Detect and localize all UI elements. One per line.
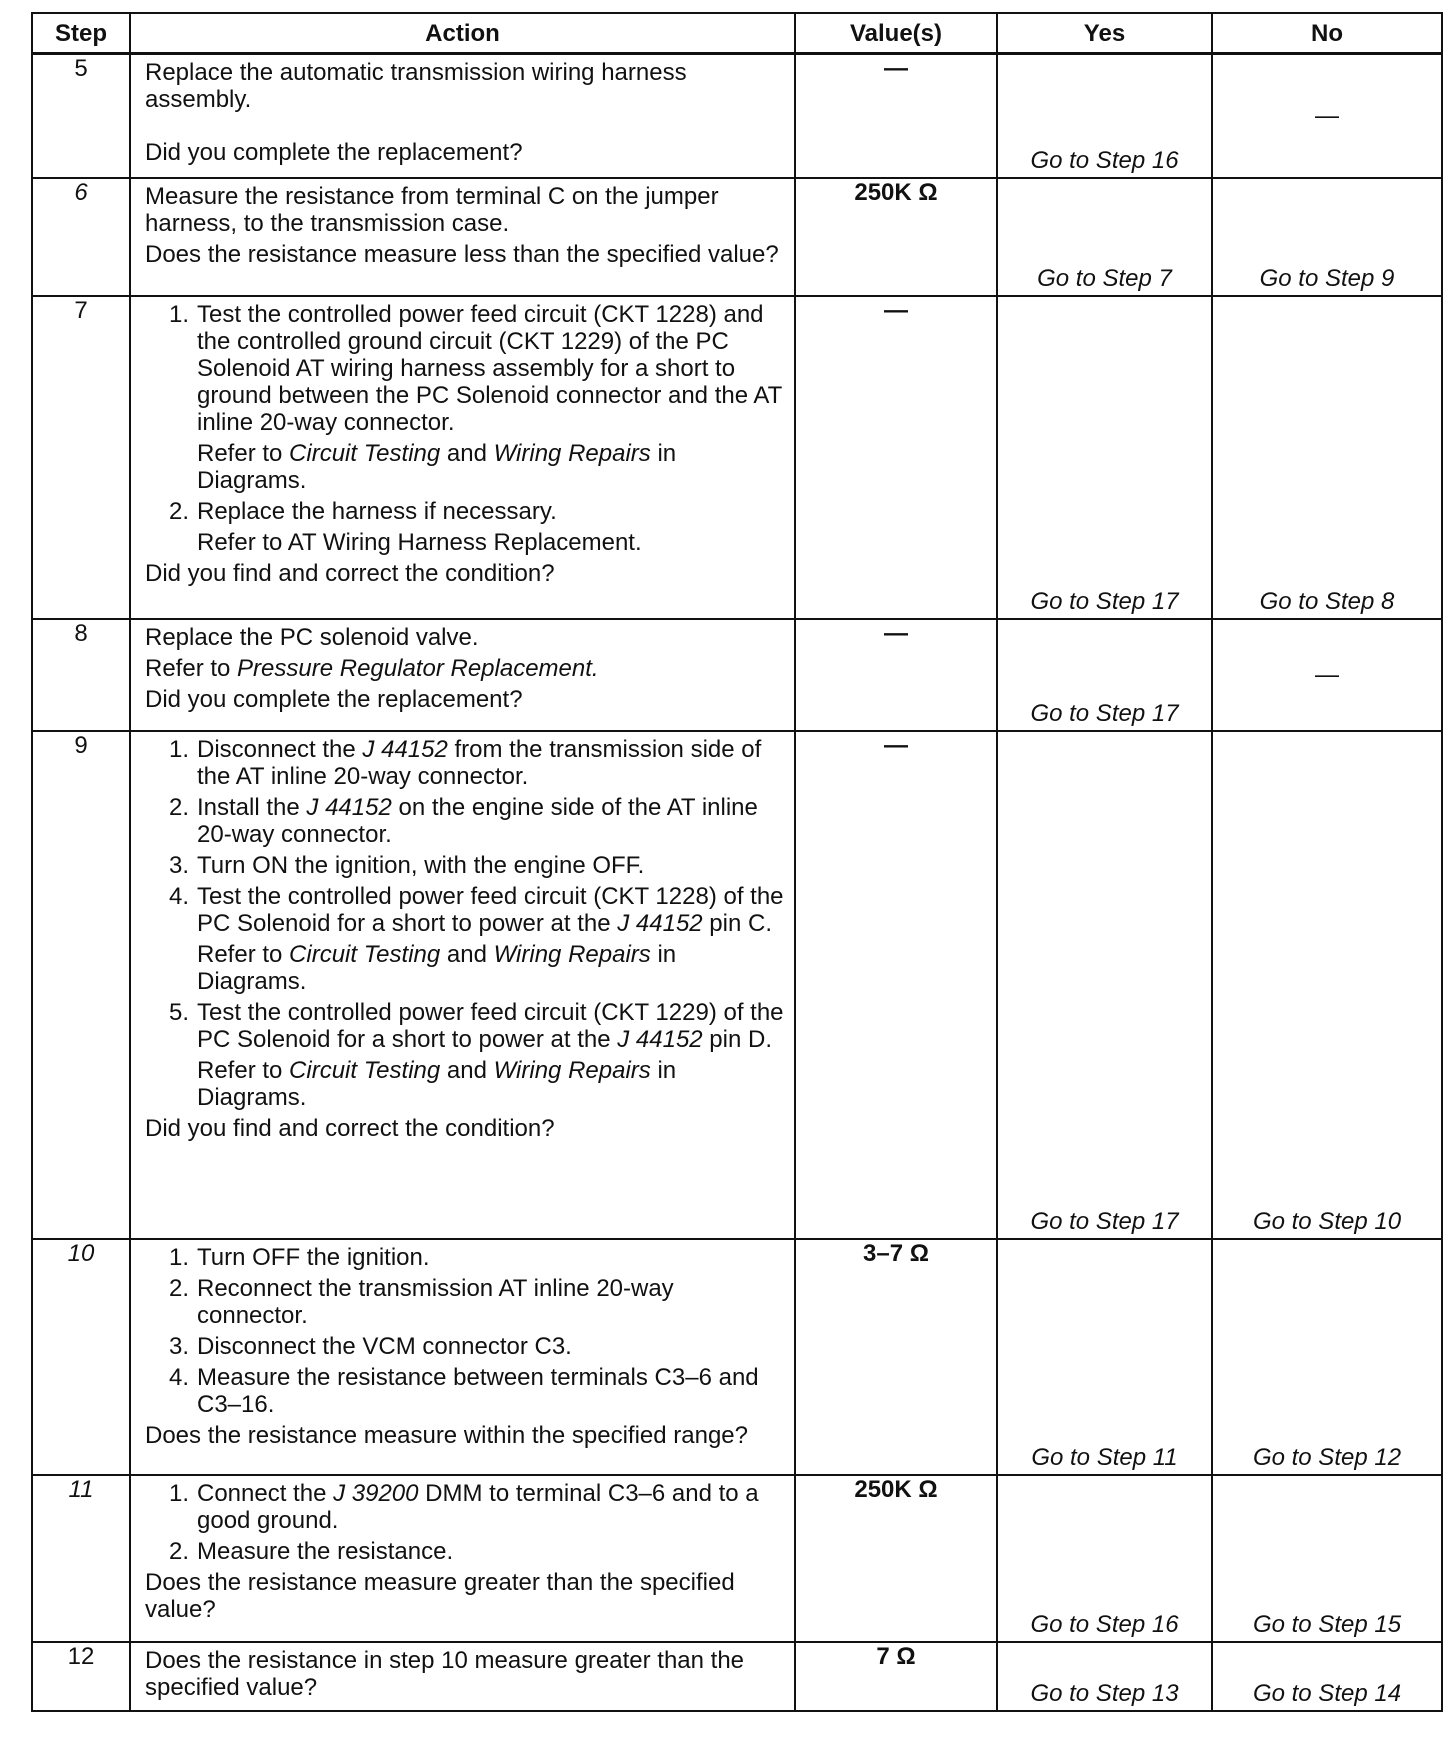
no-cell	[1212, 1642, 1442, 1711]
no-link: Go to Step 10	[1252, 1207, 1402, 1235]
value-cell: 250K Ω	[795, 178, 997, 296]
header-no: No	[1212, 13, 1442, 54]
yes-link: Go to Step 16	[1030, 147, 1179, 175]
no-link: Go to Step 12	[1252, 1444, 1402, 1472]
no-link: Go to Step 14	[1252, 1680, 1402, 1707]
no-cell	[1212, 1475, 1442, 1642]
diagnostic-table	[31, 12, 1443, 1712]
question-text: Did you find and correct the condition?	[145, 1114, 555, 1142]
list-item: 1. Test the controlled power feed circuit (CKT 1228) and the controlled ground circuit (CKT 1229) of the PC Solenoid AT wiring harness assembly for a short to ground between the PC Solenoid connector and the AT inline 20-way connector. Refer to Circuit Testing and Wiring Repairs in Diagrams.	[145, 301, 786, 494]
table-row-step-7	[32, 296, 1442, 619]
list-item: 3. Disconnect the VCM connector C3.	[168, 1332, 572, 1360]
header-row	[32, 13, 1442, 54]
no-cell	[1212, 731, 1442, 1239]
question-text: Did you find and correct the condition?	[145, 560, 555, 588]
action-text: Replace the automatic transmission wiring harness assembly.	[145, 59, 687, 113]
value-cell: 3–7 Ω	[795, 1239, 997, 1476]
action-cell	[130, 1239, 795, 1476]
table-row-step-9	[32, 731, 1442, 1239]
action-cell	[130, 54, 795, 179]
no-cell	[1212, 178, 1442, 296]
yes-cell	[997, 619, 1212, 731]
action-text: Replace the PC solenoid valve.	[145, 624, 479, 652]
value-cell: —	[795, 54, 997, 179]
value-cell: 250K Ω	[795, 1475, 997, 1642]
question-text: Did you complete the replacement?	[145, 139, 523, 166]
step-number: 6	[32, 178, 130, 296]
list-item: 4. Measure the resistance between terminals C3–6 and C3–16.	[168, 1363, 759, 1418]
yes-cell	[997, 178, 1212, 296]
no-value: —	[1315, 102, 1339, 130]
table-row-step-5	[32, 54, 1442, 179]
value-cell: —	[795, 619, 997, 731]
header-yes: Yes	[997, 13, 1212, 54]
list-item: 2. Replace the harness if necessary. Refer to AT Wiring Harness Replacement.	[145, 498, 786, 556]
action-list	[145, 736, 786, 1111]
no-cell	[1212, 1239, 1442, 1476]
action-list	[145, 301, 786, 556]
value-cell: —	[795, 296, 997, 619]
no-link: Go to Step 8	[1259, 588, 1395, 616]
yes-link: Go to Step 11	[1031, 1444, 1178, 1472]
question-text: Does the resistance measure within the specified range?	[145, 1421, 748, 1449]
yes-link: Go to Step 17	[1030, 699, 1179, 727]
yes-link: Go to Step 16	[1030, 1610, 1179, 1638]
list-item: 4. Test the controlled power feed circuit (CKT 1228) of the PC Solenoid for a short to power at the J 44152 pin C. Refer to Circuit Testing and Wiring Repairs in Diagrams.	[145, 883, 786, 995]
step-number: 11	[32, 1475, 130, 1642]
question-text: Does the resistance measure greater than the specified value?	[145, 1569, 735, 1624]
action-cell	[130, 619, 795, 731]
no-cell	[1212, 54, 1442, 179]
no-value: —	[1315, 661, 1339, 689]
reference-text: Refer to Circuit Testing and Wiring Repairs in Diagrams.	[197, 1056, 677, 1111]
no-link: Go to Step 9	[1259, 265, 1395, 293]
no-link: Go to Step 15	[1252, 1610, 1402, 1638]
yes-link: Go to Step 7	[1037, 265, 1172, 293]
yes-cell	[997, 296, 1212, 619]
action-list	[145, 1480, 786, 1565]
no-cell	[1212, 619, 1442, 731]
table-row-step-11	[32, 1475, 1442, 1642]
header-step: Step	[32, 13, 130, 54]
list-item: 5. Test the controlled power feed circuit (CKT 1229) of the PC Solenoid for a short to power at the J 44152 pin D. Refer to Circuit Testing and Wiring Repairs in Diagrams.	[145, 999, 786, 1111]
step-number: 12	[32, 1642, 130, 1711]
action-cell	[130, 178, 795, 296]
question-text: Did you complete the replacement?	[145, 686, 523, 714]
list-item: 2. Reconnect the transmission AT inline 20-way connector.	[168, 1274, 674, 1329]
action-cell	[130, 296, 795, 619]
table-row-step-6	[32, 178, 1442, 296]
reference-text: Refer to Circuit Testing and Wiring Repairs in Diagrams.	[197, 940, 677, 995]
yes-link: Go to Step 13	[1030, 1680, 1179, 1707]
step-number: 8	[32, 619, 130, 731]
reference-text: Refer to Pressure Regulator Replacement.	[145, 655, 599, 683]
action-cell	[130, 1475, 795, 1642]
yes-link: Go to Step 17	[1030, 588, 1179, 616]
question-text: Does the resistance measure less than the specified value?	[145, 241, 779, 269]
table-row-step-8	[32, 619, 1442, 731]
list-item: 1. Connect the J 39200 DMM to terminal C3–6 and to a good ground.	[168, 1480, 759, 1535]
reference-text: Refer to Circuit Testing and Wiring Repairs in Diagrams.	[197, 440, 677, 495]
value-cell: 7 Ω	[795, 1642, 997, 1711]
header-values: Value(s)	[795, 13, 997, 54]
list-item: 2. Install the J 44152 on the engine side of the AT inline 20-way connector.	[168, 793, 758, 848]
yes-link: Go to Step 17	[1030, 1207, 1179, 1235]
reference-text: Refer to AT Wiring Harness Replacement.	[197, 529, 642, 557]
step-number: 7	[32, 296, 130, 619]
yes-cell	[997, 1239, 1212, 1476]
step-number: 9	[32, 731, 130, 1239]
step-number: 10	[32, 1239, 130, 1476]
yes-cell	[997, 1642, 1212, 1711]
list-item: 1. Turn OFF the ignition.	[168, 1243, 430, 1271]
question-text: Does the resistance in step 10 measure greater than the specified value?	[145, 1646, 745, 1701]
action-list	[145, 1244, 786, 1418]
yes-cell	[997, 1475, 1212, 1642]
yes-cell	[997, 54, 1212, 179]
table-row-step-12	[32, 1642, 1442, 1711]
table-row-step-10	[32, 1239, 1442, 1476]
no-cell	[1212, 296, 1442, 619]
list-item: 2. Measure the resistance.	[168, 1538, 454, 1566]
list-item: 1. Disconnect the J 44152 from the transmission side of the AT inline 20-way connector.	[168, 735, 762, 790]
value-cell: —	[795, 731, 997, 1239]
action-cell	[130, 1642, 795, 1711]
list-item: 3. Turn ON the ignition, with the engine OFF.	[168, 851, 645, 879]
step-number: 5	[32, 54, 130, 179]
header-action: Action	[130, 13, 795, 54]
action-text: Measure the resistance from terminal C on the jumper harness, to the transmission case.	[145, 183, 719, 238]
yes-cell	[997, 731, 1212, 1239]
action-cell	[130, 731, 795, 1239]
